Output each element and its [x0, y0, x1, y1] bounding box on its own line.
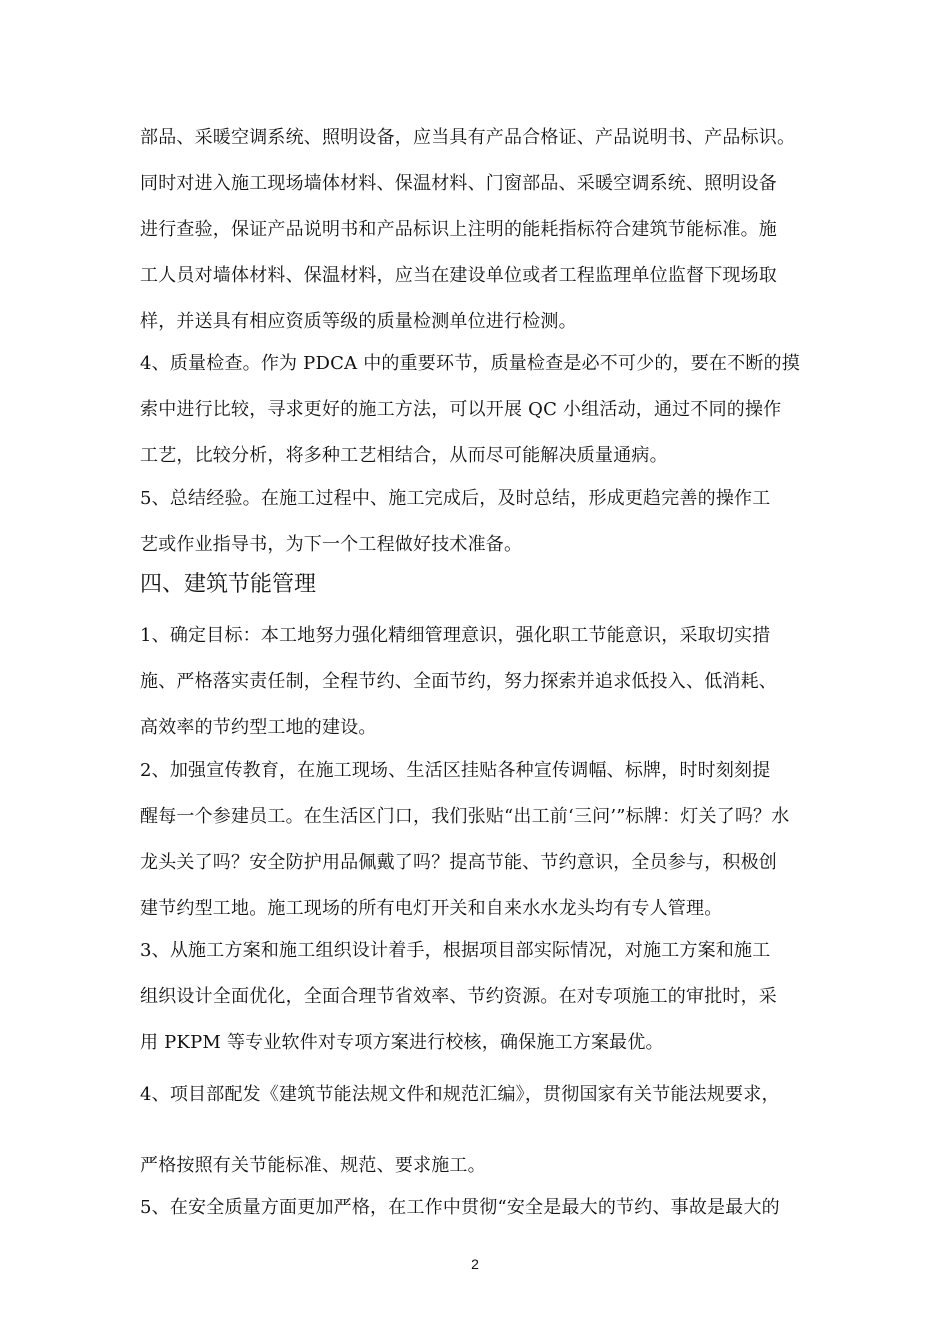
text-line: 严格按照有关节能标准、规范、要求施工。 — [140, 1155, 486, 1176]
text-line: 醒每一个参建员工。在生活区门口，我们张贴“出工前‘三问’”标牌：灯关了吗？水 — [140, 806, 790, 827]
text-line: 用 PKPM 等专业软件对专项方案进行校核，确保施工方案最优。 — [140, 1032, 664, 1053]
text-line: 1、确定目标：本工地努力强化精细管理意识，强化职工节能意识，采取切实措 — [140, 625, 771, 646]
text-line: 工人员对墙体材料、保温材料，应当在建设单位或者工程监理单位监督下现场取 — [140, 265, 777, 286]
text-line: 4、质量检查。作为 PDCA 中的重要环节，质量检查是必不可少的，要在不断的摸 — [140, 353, 801, 374]
text-line: 同时对进入施工现场墙体材料、保温材料、门窗部品、采暖空调系统、照明设备 — [140, 173, 777, 194]
text-line: 施、严格落实责任制，全程节约、全面节约，努力探索并追求低投入、低消耗、 — [140, 671, 777, 692]
text-line: 5、在安全质量方面更加严格，在工作中贯彻“安全是最大的节约、事故是最大的 — [140, 1197, 780, 1218]
text-line: 工艺，比较分析，将多种工艺相结合，从而尽可能解决质量通病。 — [140, 445, 668, 466]
text-line: 4、项目部配发《建筑节能法规文件和规范汇编》，贯彻国家有关节能法规要求， — [140, 1084, 780, 1105]
text-line: 进行查验，保证产品说明书和产品标识上注明的能耗指标符合建筑节能标准。施 — [140, 219, 777, 240]
text-line: 3、从施工方案和施工组织设计着手，根据项目部实际情况，对施工方案和施工 — [140, 940, 771, 961]
text-line: 建节约型工地。施工现场的所有电灯开关和自来水水龙头均有专人管理。 — [140, 898, 723, 919]
text-line: 5、总结经验。在施工过程中、施工完成后，及时总结，形成更趋完善的操作工 — [140, 488, 771, 509]
text-line: 高效率的节约型工地的建设。 — [140, 717, 377, 738]
text-line: 索中进行比较，寻求更好的施工方法，可以开展 QC 小组活动，通过不同的操作 — [140, 399, 782, 420]
text-line: 龙头关了吗？安全防护用品佩戴了吗？提高节能、节约意识，全员参与，积极创 — [140, 852, 777, 873]
section-heading: 四、建筑节能管理 — [140, 572, 317, 597]
text-line: 组织设计全面优化，全面合理节省效率、节约资源。在对专项施工的审批时，采 — [140, 986, 777, 1007]
text-line: 部品、采暖空调系统、照明设备，应当具有产品合格证、产品说明书、产品标识。 — [140, 127, 796, 148]
text-line: 2、加强宣传教育，在施工现场、生活区挂贴各种宣传调幅、标牌，时时刻刻提 — [140, 760, 771, 781]
page-number: 2 — [471, 1256, 479, 1272]
text-line: 艺或作业指导书，为下一个工程做好技术准备。 — [140, 534, 523, 555]
text-line: 样，并送具有相应资质等级的质量检测单位进行检测。 — [140, 311, 577, 332]
